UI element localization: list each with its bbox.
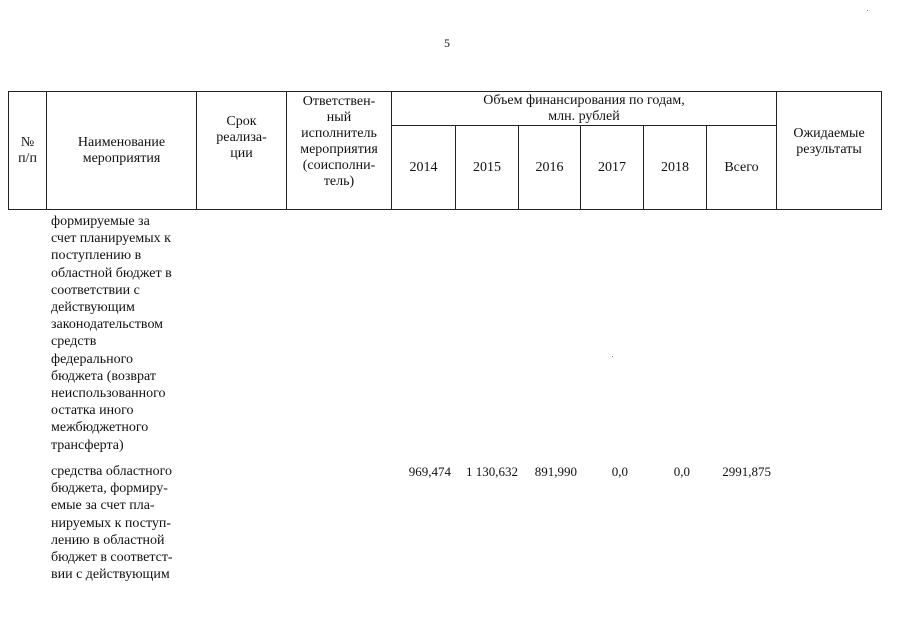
page-number: 5	[444, 36, 450, 50]
value-2016: 891,990	[534, 464, 577, 479]
value-2018: 0,0	[673, 464, 690, 479]
header-year-2018: 2018	[644, 126, 707, 210]
value-total: 2991,875	[722, 464, 771, 479]
scan-speck	[612, 356, 613, 357]
header-year-2017: 2017	[581, 126, 644, 210]
value-2017: 0,0	[611, 464, 628, 479]
header-year-2014: 2014	[392, 126, 456, 210]
row-2-name: средства областного бюджета, формиру- емые за счет пла- нируемых к поступ- лению в областной бюджет в соответст- вии с действующим	[51, 464, 173, 583]
header-term: Срок реализа- ции	[197, 92, 287, 210]
row-1-name: формируемые за счет планируемых к поступлению в областной бюджет в соответствии с действующим законодательством средств федерального бюджета (возврат неиспользованного остатка иного межбюджетного трансферта)	[51, 214, 172, 453]
value-2014: 969,474	[408, 464, 451, 479]
header-total: Всего	[707, 126, 777, 210]
header-name: Наименование мероприятия	[47, 92, 197, 210]
header-num: № п/п	[9, 92, 47, 210]
table-header	[8, 91, 882, 210]
header-executor: Ответствен- ный исполнитель мероприятия (соисполни- тель)	[287, 92, 392, 210]
scan-speck	[867, 10, 868, 11]
header-funding: Объем финансирования по годам, млн. рублей	[392, 92, 777, 126]
header-year-2016: 2016	[519, 126, 581, 210]
header-results: Ожидаемые результаты	[777, 92, 882, 210]
header-year-2015: 2015	[456, 126, 519, 210]
value-2015: 1 130,632	[466, 464, 518, 479]
